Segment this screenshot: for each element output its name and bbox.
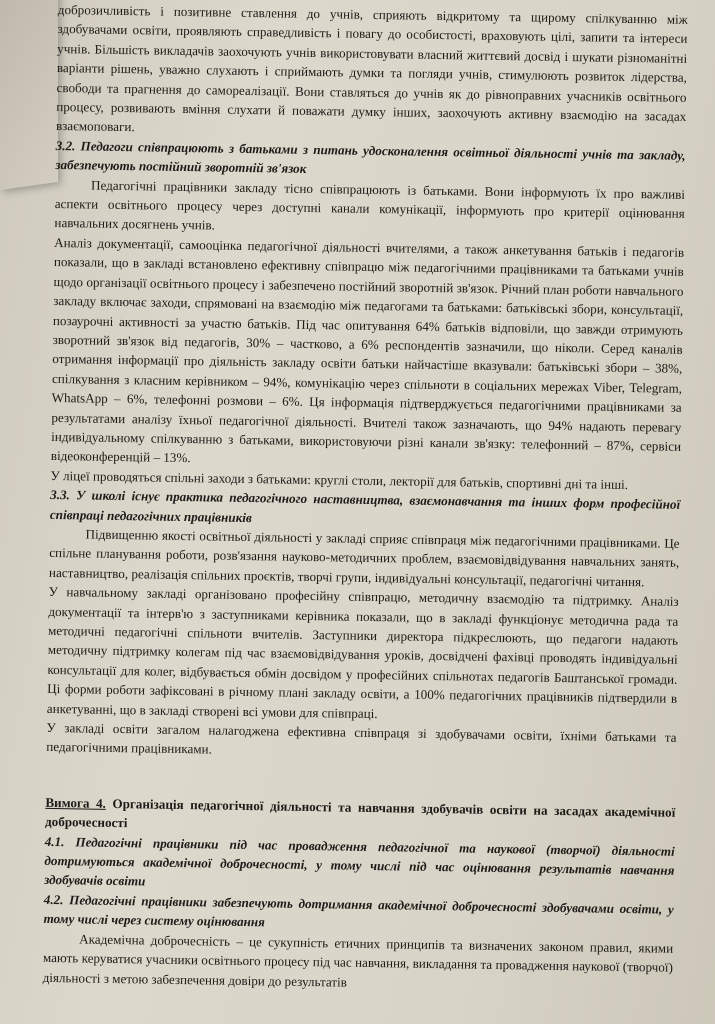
requirement-4-label: Вимога 4. [45,794,106,811]
paragraph-3-3-1: Підвищенню якості освітньої діяльності у закладі сприяє співпраця між педагогічними працівниками. Це спільне планування роботи, розв'язання науково-методичних проблем, взаємовідвідування навчальних занять, наставництво, реалізація спільних проєктів, творчі групи, індивідуальні консультації, педагогічні читання. [48,526,680,590]
heading-4-1: 4.1. Педагогічні працівники під час провадження педагогічної та наукової (творчої) діяльності дотримуються академічної доброчесності, у тому числі під час оцінювання результатів навчання здобувачів освіти [44,833,675,889]
paragraph-3-2-1: Педагогічні працівники закладу тісно співпрацюють із батьками. Вони інформують їх про важливі аспекти освітнього процесу через доступні канали комунікації, інформують про критерії оцінювання навчальних досягнень учнів. [54,177,686,233]
underlying-page-edge [0,0,58,190]
page-content [42,0,687,997]
paragraph-3-2-2: Аналіз документації, самооцінка педагогічної діяльності вчителями, а також анкетування батьків і педагогів показали, що в закладі встановлено ефективну співпрацю між педагогічними працівниками та батьками учнів щодо організації освітнього процесу і забезпечено постійний зворотній зв'язок. Річний план роботи навчального закладу включає заходи, спрямовані на взаємодію між педагогами та батьками: батьківські збори, консультації, позаурочні активності за участю батьків. Під час опитування 64% батьків відповіли, що завжди отримують зворотний зв'язок від педагогів, 30% – частково, а 6% респондентів зазначили, що ніколи. Серед каналів отримання інформації про діяльність закладу освіти батьки найчастіше вказували: батьківські збори – 38%, спілкування з класним керівником – 94%, комунікацію через спільноти в соціальних мережах Viber, Telegram, WhatsApp – 6%, телефонні розмови – 6%. Ця інформація підтверджується педагогічними працівниками за результатами аналізу їхньої педагогічної діяльності. Вчителі також зазначають, що 94% надають перевагу індивідуальному спілкуванню з батьками, використовуючи різні канали зв'язку: телефонний – 87%, сервіси відеоконференцій – 13%. [50,234,685,466]
heading-3-2: 3.2. Педагоги співпрацюють з батьками з питань удосконалення освітньої діяльності учнів та закладу, забезпечують постійний зворотній зв'язок [55,137,686,177]
paragraph-4-2-1: Академічна доброчесність – це сукупність етичних принципів та визначених законом правил, якими мають керуватися учасники освітнього процесу під час навчання, викладання та провадження наукової (творчої) діяльності з метою забезпечення довіри до результатів [42,931,674,990]
heading-3-3: 3.3. У школі існує практика педагогічного наставництва, взаємонавчання та інших форм професійної співпраці педагогічних працівників [49,487,681,525]
paragraph-3-3-2: У навчальному закладі організовано професійну співпрацю, методичну взаємодію та підтримку. Аналіз документації та інтерв'ю з заступниками керівника показали, що в закладі функціонує методична рада та методичні педагогічні спільноти вчителів. Заступники директора підкреслюють, що педагоги надають методичну підтримку колегам під час взаємовідвідування уроків, досвідчені фахівці проводять індивідуальні консультації для колег, відбувається обмін досвідом у професійних спільнотах педагогів Баштанської громади. Ці форми роботи зафіксовані в річному плані закладу освіти, а 100% педагогічних працівників підтвердили в анкетуванні, що в закладі створені всі умови для співпраці. [46,584,679,721]
paragraph-3-2-3: У ліцеї проводяться спільні заходи з батьками: круглі столи, лекторії для батьків, спортивні дні та інші. [50,467,629,492]
paragraph-3-3-3: У закладі освіти загалом налагоджена ефективна співпраця зі здобувачами освіти, їхніми батьками та педагогічними працівниками. [46,719,677,757]
paragraph-intro-tail: доброзичливість і позитивне ставлення до учнів, сприяють відкритому та щирому спілкуванню між здобувачами освіти, проявляють справедливість і повагу до особистості, враховують цілі, запити та інтереси учнів. Більшість викладачів заохочують учнів використовувати власний життєвий досвід і шукати різноманітні варіанти рішень, уважно слухають і сприймають думки та погляди учнів, стимулюють розвиток лідерства, свободи та прагнення до самореалізації. Вони ставляться до учнів як до рівноправних учасників освітнього процесу, розвивають вміння слухати й поважати думку інших, заохочують активну взаємодію на засадах взаємоповаги. [55,1,688,135]
heading-4-2: 4.2. Педагогічні працівники забезпечують дотримання академічної доброчесності здобувачами освіти, у тому числі через систему оцінювання [43,891,674,930]
requirement-4-title: Організація педагогічної діяльності та навчання здобувачів освіти на засадах академічної доброчесності [44,795,676,831]
